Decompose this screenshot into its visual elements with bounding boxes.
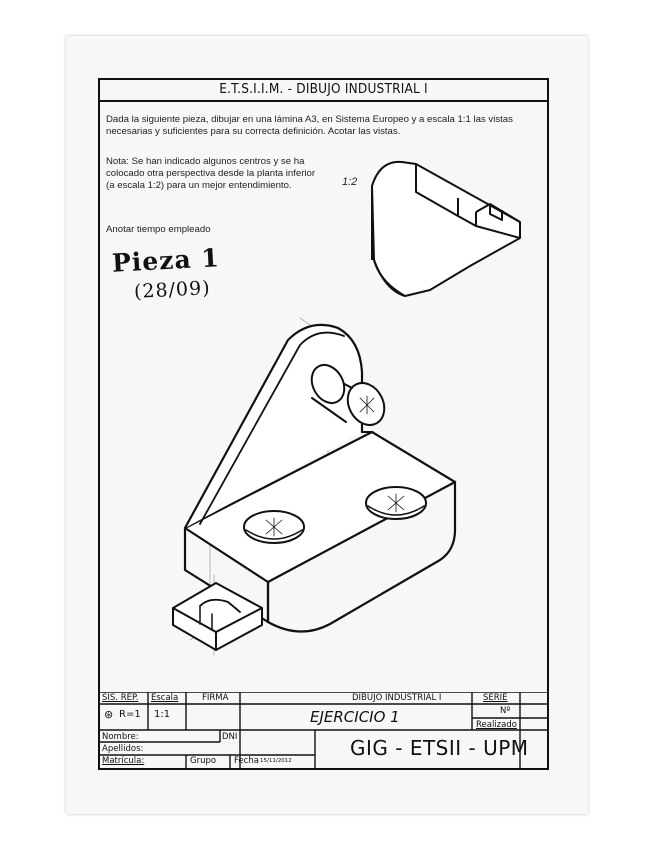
escala-label: Escala: [151, 693, 179, 703]
fecha-value: 15/11/2012: [260, 758, 292, 764]
handwritten-piece-label: Pieza 1: [111, 243, 221, 278]
fecha-label: Fecha: [234, 756, 259, 766]
matricula-label: Matrícula:: [102, 756, 145, 766]
institution-label: GIG - ETSII - UPM: [350, 736, 529, 760]
nombre-label: Nombre:: [102, 732, 139, 742]
sis-rep-label: SIS. REP.: [102, 693, 139, 703]
scale-value: 1:1: [154, 709, 171, 720]
bottom-view-perspective: [372, 162, 520, 296]
handwritten-date: (28/09): [133, 277, 212, 303]
firma-label: FIRMA: [202, 693, 229, 703]
exercise-title: EJERCICIO 1: [310, 708, 400, 726]
instructions-note: Nota: Se han indicado algunos centros y se ha colocado otra perspectiva desde la planta inferior (a escala 1:2) para un mejor entendimiento.: [106, 156, 316, 191]
secondary-view-scale: 1:2: [342, 176, 358, 188]
rep-value: R=1: [119, 709, 141, 720]
course-label: DIBUJO INDUSTRIAL I: [352, 693, 442, 703]
numero-label: Nº: [500, 706, 511, 716]
serie-label: SERIE: [483, 693, 508, 703]
main-piece-drawing: [173, 318, 455, 655]
sheet-header: E.T.S.I.I.M. - DIBUJO INDUSTRIAL I: [98, 78, 549, 102]
title-block: [100, 692, 547, 768]
dni-label: DNI: [222, 732, 238, 742]
grupo-label: Grupo: [190, 756, 217, 766]
projection-symbol-icon: ⊛: [104, 708, 114, 721]
apellidos-label: Apellidos:: [102, 744, 144, 754]
instructions-text: Dada la siguiente pieza, dibujar en una lámina A3, en Sistema Europeo y a escala 1:1 las vistas necesarias y suficientes para su correcta definición. Acotar las vistas.: [106, 114, 513, 137]
time-label: Anotar tiempo empleado: [106, 224, 211, 235]
realizado-label: Realizado: [476, 720, 517, 730]
